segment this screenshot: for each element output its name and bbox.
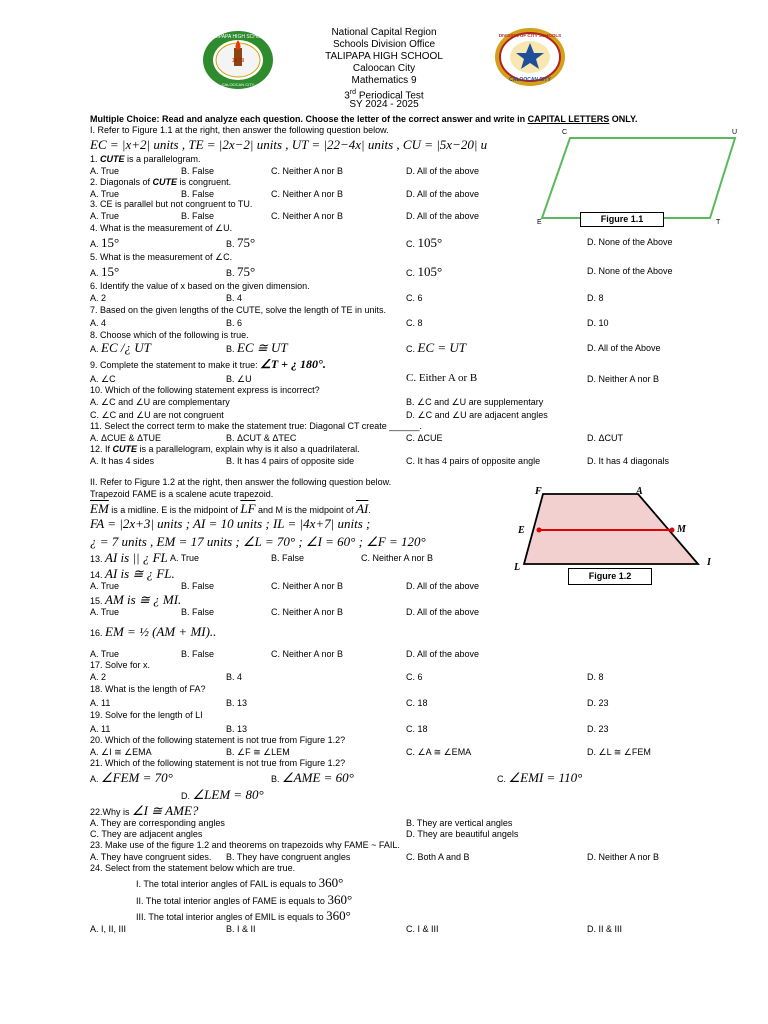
part1-given: EC = |x+2| units , TE = |2x−2| units , UT = |22−4x| units , CU = |5x−20| u	[90, 137, 488, 152]
q6-b: B. 4	[226, 293, 243, 303]
q5-d: D. None of the Above	[587, 266, 673, 276]
q10-text: 10. Which of the following statement express is incorrect?	[90, 385, 320, 395]
svg-text:19 79: 19 79	[231, 58, 245, 64]
q16-c: C. Neither A nor B	[271, 649, 344, 659]
q2-c: C. Neither A nor B	[271, 189, 344, 199]
q20-c: C. ∠A ≅ ∠EMA	[406, 747, 472, 757]
q11-a: A. ΔCUE & ΔTUE	[90, 433, 162, 443]
q1-b: B. False	[181, 166, 215, 176]
q18-d: D. 23	[587, 698, 609, 708]
q11-b: B. ΔCUT & ΔTEC	[226, 433, 297, 443]
q4-d: D. None of the Above	[587, 237, 673, 247]
vertex-i: I	[707, 557, 711, 568]
q20-text: 20. Which of the following statement is not true from Figure 1.2?	[90, 735, 346, 745]
vertex-e2: E	[518, 525, 525, 536]
svg-text:TALIPAPA HIGH SCHOOL: TALIPAPA HIGH SCHOOL	[208, 34, 268, 40]
q9-d: D. Neither A nor B	[587, 374, 660, 384]
q24-d: D. II & III	[587, 924, 623, 934]
vertex-m: M	[677, 524, 686, 535]
q19-c: C. 18	[406, 724, 428, 734]
q20-d: D. ∠L ≅ ∠FEM	[587, 747, 651, 757]
q4-c: C. 105°	[406, 235, 443, 250]
q17-c: C. 6	[406, 672, 423, 682]
q14-d: D. All of the above	[406, 581, 480, 591]
vertex-l: L	[514, 562, 521, 573]
q12-a: A. It has 4 sides	[90, 456, 155, 466]
q9-a: A. ∠C	[90, 374, 116, 384]
q11-d: D. ΔCUT	[587, 433, 624, 443]
q22-d: D. They are beautiful angels	[406, 829, 519, 839]
q19-text: 19. Solve for the length of LI	[90, 710, 203, 720]
figure-1-1-label: Figure 1.1	[580, 212, 664, 227]
q4-text: 4. What is the measurement of ∠U.	[90, 223, 233, 233]
city-line: Caloocan City	[352, 63, 416, 74]
q18-c: C. 18	[406, 698, 428, 708]
q2-a: A. True	[90, 189, 120, 199]
q15-b: B. False	[181, 607, 215, 617]
part2-given2: ¿ = 7 units , EM = 17 units ; ∠L = 70° ; ∠I = 60° ; ∠F = 120°	[90, 534, 426, 549]
q2-text: 2. Diagonals of CUTE is congruent.	[90, 177, 232, 187]
q23-a: A. They have congruent sides.	[90, 852, 212, 862]
q23-b: B. They have congruent angles	[226, 852, 351, 862]
q22-c: C. They are adjacent angles	[90, 829, 203, 839]
vertex-t: T	[716, 219, 721, 226]
division-line: Schools Division Office	[332, 39, 436, 50]
q24-b: B. I & II	[226, 924, 256, 934]
q23-d: D. Neither A nor B	[587, 852, 660, 862]
q10-b: B. ∠C and ∠U are supplementary	[406, 397, 544, 407]
vertex-e: E	[537, 219, 542, 226]
q15-d: D. All of the above	[406, 607, 480, 617]
q17-d: D. 8	[587, 672, 604, 682]
q8-d: D. All of the Above	[587, 343, 661, 353]
q21-b: B. ∠AME = 60°	[271, 770, 354, 785]
q13-b: B. False	[271, 553, 305, 563]
q23-c: C. Both A and B	[406, 852, 470, 862]
q6-c: C. 6	[406, 293, 423, 303]
vertex-u: U	[732, 129, 738, 136]
q6-d: D. 8	[587, 293, 604, 303]
q16-a: A. True	[90, 649, 120, 659]
school-year: SY 2024 - 2025	[349, 99, 419, 110]
q3-c: C. Neither A nor B	[271, 211, 344, 221]
q21-c: C. ∠EMI = 110°	[497, 770, 583, 785]
part2-midline: $\overline{EM}$ is a midline. E is the midpoint of $\overline{LF}$ and M is the midpoint of $\overline{AI}$.	[90, 501, 371, 516]
q22-a: A. They are corresponding angles	[90, 818, 225, 828]
part2-given1: FA = |2x+3| units ; AI = 10 units ; IL = |4x+7| units ;	[90, 516, 371, 531]
region-line: National Capital Region	[331, 27, 437, 38]
q13-a: A. True	[170, 553, 200, 563]
q24-text: 24. Select from the statement below which are true.	[90, 863, 296, 873]
svg-text:CALOOCAN CITY: CALOOCAN CITY	[509, 77, 551, 83]
q3-text: 3. CE is parallel but not congruent to TU.	[90, 199, 253, 209]
q12-c: C. It has 4 pairs of opposite angle	[406, 456, 541, 466]
part2-intro: II. Refer to Figure 1.2 at the right, then answer the following question below.	[90, 477, 392, 487]
q13-c: C. Neither A nor B	[361, 553, 434, 563]
q23-text: 23. Make use of the figure 1.2 and theorems on trapezoids why FAME ~ FAIL.	[90, 840, 400, 850]
q14-text: 14. AI is ≅ ¿ FL.	[90, 566, 175, 581]
q17-text: 17. Solve for x.	[90, 660, 151, 670]
q10-a: A. ∠C and ∠U are complementary	[90, 397, 230, 407]
svg-text:CALOOCAN CITY: CALOOCAN CITY	[221, 82, 255, 87]
subject-line: Mathematics 9	[351, 75, 417, 86]
q16-d: D. All of the above	[406, 649, 480, 659]
figure-1-2-label: Figure 1.2	[568, 568, 652, 585]
q24-statement-1: I. The total interior angles of FAIL is equals to 360°	[136, 875, 344, 890]
q14-b: B. False	[181, 581, 215, 591]
q11-c: C. ΔCUE	[406, 433, 443, 443]
q2-d: D. All of the above	[406, 189, 480, 199]
q4-a: A. 15°	[90, 235, 120, 250]
q17-a: A. 2	[90, 672, 107, 682]
part1-intro: I. Refer to Figure 1.1 at the right, then answer the following question below.	[90, 125, 389, 135]
q9-c: C. Either A or B	[406, 372, 478, 384]
q24-c: C. I & III	[406, 924, 439, 934]
q24-statement-3: III. The total interior angles of EMIL is equals to 360°	[136, 908, 351, 923]
q19-b: B. 13	[226, 724, 248, 734]
q8-c: C. EC = UT	[406, 340, 467, 355]
q18-a: A. 11	[90, 698, 111, 708]
q19-d: D. 23	[587, 724, 609, 734]
q6-text: 6. Identify the value of x based on the given dimension.	[90, 281, 310, 291]
q22-text: 22.Why is ∠I ≅ AME?	[90, 803, 199, 818]
test-title: 3rd Periodical Test	[344, 89, 424, 102]
q6-a: A. 2	[90, 293, 107, 303]
svg-text:DIVISION OF CITY SCHOOLS: DIVISION OF CITY SCHOOLS	[498, 33, 562, 38]
q18-b: B. 13	[226, 698, 248, 708]
q9-text: 9. Complete the statement to make it true: ∠T + ¿ 180°.	[90, 357, 326, 371]
figure-1-2	[510, 484, 725, 579]
q16-text: 16. EM = ½ (AM + MI)..	[90, 624, 217, 639]
q3-b: B. False	[181, 211, 215, 221]
vertex-f: F	[535, 486, 542, 497]
q18-text: 18. What is the length of FA?	[90, 684, 206, 694]
q7-c: C. 8	[406, 318, 423, 328]
q11-text: 11. Select the correct term to make the statement true: Diagonal CT create ______.	[90, 421, 422, 431]
q15-text: 15. AM is ≅ ¿ MI.	[90, 592, 182, 607]
part2-intro2: Trapezoid FAME is a scalene acute trapezoid.	[90, 489, 274, 499]
q9-b: B. ∠U	[226, 374, 252, 384]
q20-b: B. ∠F ≅ ∠LEM	[226, 747, 290, 757]
q22-b: B. They are vertical angles	[406, 818, 513, 828]
q3-a: A. True	[90, 211, 120, 221]
q1-d: D. All of the above	[406, 166, 480, 176]
q16-b: B. False	[181, 649, 215, 659]
vertex-a: A	[636, 486, 643, 497]
q7-a: A. 4	[90, 318, 107, 328]
school-logo	[202, 30, 274, 90]
division-logo	[494, 26, 566, 88]
q5-text: 5. What is the measurement of ∠C.	[90, 252, 233, 262]
q1-text: 1. CUTE is a parallelogram.	[90, 154, 201, 164]
q15-a: A. True	[90, 607, 120, 617]
q20-a: A. ∠I ≅ ∠EMA	[90, 747, 152, 757]
q14-a: A. True	[90, 581, 120, 591]
q7-b: B. 6	[226, 318, 243, 328]
q21-a: A. ∠FEM = 70°	[90, 770, 173, 785]
q8-text: 8. Choose which of the following is true.	[90, 330, 249, 340]
q10-c: C. ∠C and ∠U are not congruent	[90, 410, 224, 420]
q12-b: B. It has 4 pairs of opposite side	[226, 456, 355, 466]
instructions: Multiple Choice: Read and analyze each question. Choose the letter of the correct answer and write in CAPITAL LETTERS ONLY.	[90, 114, 638, 124]
q5-b: B. 75°	[226, 264, 256, 279]
q12-d: D. It has 4 diagonals	[587, 456, 670, 466]
q1-c: C. Neither A nor B	[271, 166, 344, 176]
vertex-c: C	[562, 129, 568, 136]
q17-b: B. 4	[226, 672, 243, 682]
q10-d: D. ∠C and ∠U are adjacent angles	[406, 410, 548, 420]
q21-text: 21. Which of the following statement is not true from Figure 1.2?	[90, 758, 346, 768]
q2-b: B. False	[181, 189, 215, 199]
q15-c: C. Neither A nor B	[271, 607, 344, 617]
q14-c: C. Neither A nor B	[271, 581, 344, 591]
q12-text: 12. If CUTE is a parallelogram, explain why is it also a quadrilateral.	[90, 444, 360, 454]
q19-a: A. 11	[90, 724, 111, 734]
q4-b: B. 75°	[226, 235, 256, 250]
school-name: TALIPAPA HIGH SCHOOL	[325, 51, 443, 62]
q24-statement-2: II. The total interior angles of FAME is equals to 360°	[136, 892, 353, 907]
q1-a: A. True	[90, 166, 120, 176]
q7-text: 7. Based on the given lengths of the CUTE, solve the length of TE in units.	[90, 305, 387, 315]
q7-d: D. 10	[587, 318, 609, 328]
q24-a: A. I, II, III	[90, 924, 127, 934]
q3-d: D. All of the above	[406, 211, 480, 221]
q21-d: D. ∠LEM = 80°	[181, 787, 264, 802]
q8-b: B. EC ≅ UT	[226, 340, 288, 355]
q5-c: C. 105°	[406, 264, 443, 279]
q8-a: A. EC /¿ UT	[90, 340, 151, 355]
q5-a: A. 15°	[90, 264, 120, 279]
q13-text: 13. AI is || ¿ FL	[90, 550, 168, 565]
